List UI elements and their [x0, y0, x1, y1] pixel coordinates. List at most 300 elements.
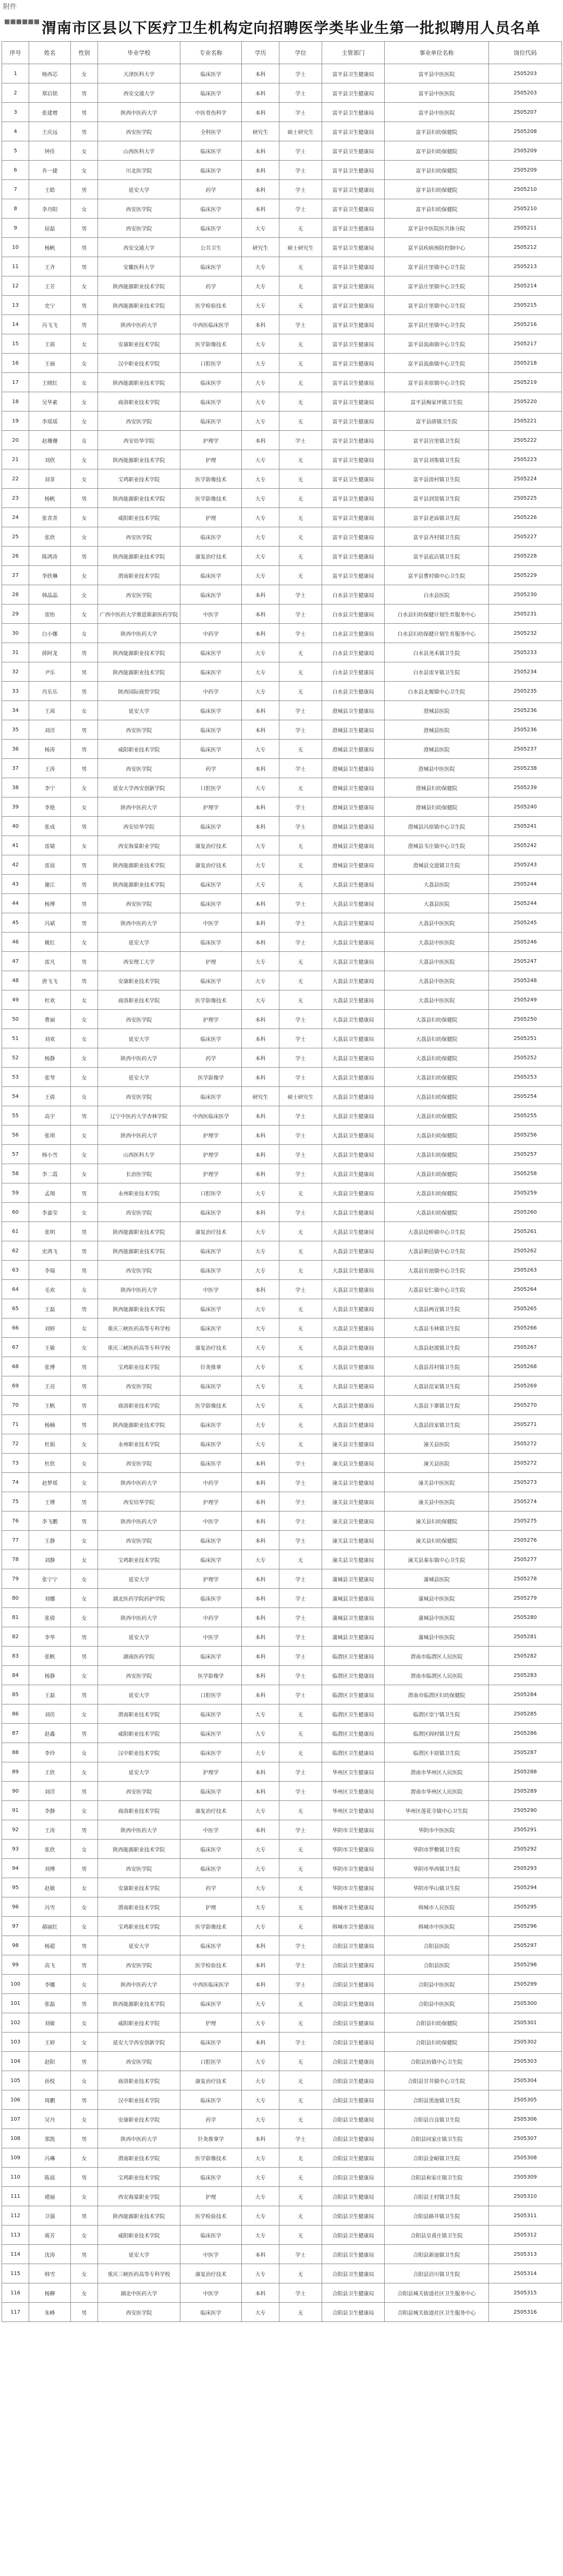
cell-name: 姚红 [29, 933, 71, 952]
cell-education: 本科 [242, 759, 279, 778]
table-row [2, 1029, 562, 1048]
cell-post-code: 2505223 [489, 450, 562, 469]
cell-gender: 女 [71, 1917, 98, 1936]
cell-unit: 大荔县中医医院 [385, 971, 489, 990]
cell-gender: 男 [71, 2052, 98, 2071]
roster-table [2, 41, 562, 2322]
cell-post-code: 2505267 [489, 1338, 562, 1357]
cell-seq: 58 [2, 1164, 29, 1183]
cell-gender: 男 [71, 1415, 98, 1434]
cell-school: 西安医学院 [98, 1782, 180, 1801]
cell-seq: 52 [2, 1048, 29, 1068]
cell-name: 王丽 [29, 354, 71, 373]
cell-gender: 女 [71, 2226, 98, 2245]
cell-post-code: 2505243 [489, 855, 562, 875]
cell-major: 康复治疗技术 [180, 1801, 242, 1820]
cell-seq: 25 [2, 527, 29, 547]
cell-education: 本科 [242, 2283, 279, 2303]
cell-education: 本科 [242, 1068, 279, 1087]
cell-school: 陕西中医药大学 [98, 797, 180, 817]
cell-degree: 学士 [279, 1048, 322, 1068]
cell-school: 咸阳职业技术学院 [98, 2013, 180, 2033]
cell-education: 大专 [242, 469, 279, 489]
cell-name: 赵阳 [29, 2052, 71, 2071]
cell-gender: 男 [71, 180, 98, 199]
cell-education: 本科 [242, 701, 279, 720]
cell-major: 临床医学 [180, 1203, 242, 1222]
cell-seq: 87 [2, 1724, 29, 1743]
cell-education: 本科 [242, 1975, 279, 1994]
cell-education: 大专 [242, 373, 279, 392]
cell-authority: 潼关县卫生健康局 [322, 1492, 385, 1511]
cell-major: 康复治疗技术 [180, 2264, 242, 2283]
table-row [2, 1666, 562, 1685]
cell-seq: 79 [2, 1569, 29, 1589]
cell-gender: 女 [71, 624, 98, 643]
cell-seq: 97 [2, 1917, 29, 1936]
cell-education: 大专 [242, 1434, 279, 1454]
cell-gender: 女 [71, 566, 98, 585]
cell-education: 大专 [242, 952, 279, 971]
cell-name: 刘菲 [29, 469, 71, 489]
cell-seq: 17 [2, 373, 29, 392]
cell-major: 临床医学 [180, 1589, 242, 1608]
cell-authority: 大荔县卫生健康局 [322, 1261, 385, 1280]
cell-education: 大专 [242, 1222, 279, 1241]
cell-gender: 女 [71, 585, 98, 604]
cell-major: 临床医学 [180, 1647, 242, 1666]
cell-education: 研究生 [242, 238, 279, 257]
cell-name: 李二霞 [29, 1164, 71, 1183]
cell-unit: 大荔县妇幼保健院 [385, 1048, 489, 1068]
cell-unit: 大荔县两宜镇卫生院 [385, 1299, 489, 1319]
cell-degree: 无 [279, 1222, 322, 1241]
cell-gender: 男 [71, 1222, 98, 1241]
cell-education: 本科 [242, 161, 279, 180]
cell-degree: 无 [279, 1897, 322, 1917]
table-row [2, 875, 562, 894]
cell-post-code: 2505236 [489, 701, 562, 720]
cell-post-code: 2505250 [489, 1010, 562, 1029]
cell-gender: 女 [71, 64, 98, 83]
cell-major: 临床医学 [180, 1299, 242, 1319]
cell-education: 大专 [242, 354, 279, 373]
cell-major: 全科医学 [180, 122, 242, 141]
cell-gender: 男 [71, 1936, 98, 1955]
cell-seq: 29 [2, 604, 29, 624]
cell-unit: 富平县美原镇中心卫生院 [385, 373, 489, 392]
table-row [2, 1222, 562, 1241]
cell-education: 本科 [242, 1511, 279, 1531]
cell-seq: 53 [2, 1068, 29, 1087]
cell-gender: 女 [71, 1975, 98, 1994]
cell-name: 杨超 [29, 1936, 71, 1955]
cell-gender: 男 [71, 894, 98, 913]
cell-degree: 学士 [279, 1936, 322, 1955]
cell-name: 陈鸿涛 [29, 547, 71, 566]
cell-degree: 无 [279, 1724, 322, 1743]
cell-seq: 4 [2, 122, 29, 141]
cell-school: 宝鸡职业技术学院 [98, 1550, 180, 1569]
cell-authority: 合阳县卫生健康局 [322, 1955, 385, 1975]
cell-gender: 男 [71, 547, 98, 566]
table-row [2, 1299, 562, 1319]
cell-authority: 白水县卫生健康局 [322, 604, 385, 624]
cell-name: 张帆 [29, 1647, 71, 1666]
table-row [2, 894, 562, 913]
cell-unit: 临渭区阎村镇卫生院 [385, 1724, 489, 1743]
cell-school: 西安医学院 [98, 122, 180, 141]
cell-major: 护理学 [180, 1492, 242, 1511]
cell-authority: 大荔县卫生健康局 [322, 894, 385, 913]
cell-major: 医学影像技术 [180, 489, 242, 508]
table-row [2, 971, 562, 990]
cell-gender: 女 [71, 412, 98, 431]
cell-degree: 无 [279, 1878, 322, 1897]
cell-education: 本科 [242, 1666, 279, 1685]
cell-gender: 女 [71, 1068, 98, 1087]
cell-name: 刘博 [29, 1859, 71, 1878]
cell-school: 陕西能源职业技术学院 [98, 489, 180, 508]
cell-school: 西安培华学院 [98, 1492, 180, 1511]
cell-degree: 无 [279, 469, 322, 489]
cell-school: 陕西中医药大学 [98, 1511, 180, 1531]
cell-authority: 富平县卫生健康局 [322, 64, 385, 83]
cell-seq: 70 [2, 1396, 29, 1415]
cell-post-code: 2505273 [489, 1473, 562, 1492]
cell-gender: 男 [71, 1396, 98, 1415]
cell-school: 辽宁中医药大学杏林学院 [98, 1106, 180, 1126]
cell-education: 本科 [242, 315, 279, 334]
cell-authority: 潼关县卫生健康局 [322, 1473, 385, 1492]
cell-school: 汉中职业技术学院 [98, 1743, 180, 1762]
cell-degree: 无 [279, 354, 322, 373]
cell-major: 医学影像技术 [180, 2148, 242, 2168]
cell-seq: 39 [2, 797, 29, 817]
cell-unit: 合阳县城关街道社区卫生服务中心 [385, 2303, 489, 2322]
cell-unit: 合阳县妇幼保健院 [385, 2013, 489, 2033]
table-row [2, 778, 562, 797]
cell-name: 刘敏 [29, 2013, 71, 2033]
table-row [2, 199, 562, 219]
table-row [2, 2206, 562, 2226]
cell-gender: 女 [71, 527, 98, 547]
cell-unit: 潼关县医院 [385, 1434, 489, 1454]
cell-post-code: 2505230 [489, 585, 562, 604]
cell-education: 大专 [242, 1319, 279, 1338]
cell-post-code: 2505289 [489, 1782, 562, 1801]
cell-seq: 111 [2, 2187, 29, 2206]
cell-degree: 无 [279, 2168, 322, 2187]
cell-name: 杜欢 [29, 990, 71, 1010]
cell-school: 西安医学院 [98, 2303, 180, 2322]
cell-education: 大专 [242, 1743, 279, 1762]
cell-gender: 男 [71, 257, 98, 276]
table-row [2, 2110, 562, 2129]
cell-name: 王涛 [29, 759, 71, 778]
cell-unit: 富平县中医院医共体分院 [385, 219, 489, 238]
cell-school: 陕西能源职业技术学院 [98, 276, 180, 296]
cell-unit: 潼关县妇幼保健院 [385, 1531, 489, 1550]
cell-gender: 男 [71, 219, 98, 238]
table-row [2, 1106, 562, 1126]
header-degree: 学位 [279, 42, 322, 64]
table-row [2, 161, 562, 180]
cell-seq: 84 [2, 1666, 29, 1685]
cell-seq: 116 [2, 2283, 29, 2303]
table-row [2, 1396, 562, 1415]
cell-unit: 富平县底店镇卫生院 [385, 547, 489, 566]
cell-unit: 合阳县和家庄镇卫生院 [385, 2168, 489, 2187]
cell-seq: 7 [2, 180, 29, 199]
cell-major: 医学影像技术 [180, 990, 242, 1010]
cell-post-code: 2505219 [489, 373, 562, 392]
cell-unit: 澄城县妇幼保健院 [385, 778, 489, 797]
table-row [2, 1820, 562, 1840]
table-row [2, 585, 562, 604]
cell-degree: 无 [279, 740, 322, 759]
cell-school: 延安大学 [98, 933, 180, 952]
cell-education: 大专 [242, 334, 279, 354]
cell-name: 毛欢 [29, 1280, 71, 1299]
cell-post-code: 2505270 [489, 1396, 562, 1415]
cell-school: 西安交通大学 [98, 83, 180, 103]
cell-education: 本科 [242, 64, 279, 83]
cell-school: 咸阳职业技术学院 [98, 1724, 180, 1743]
cell-education: 本科 [242, 1820, 279, 1840]
cell-seq: 3 [2, 103, 29, 122]
cell-seq: 31 [2, 643, 29, 662]
cell-authority: 合阳县卫生健康局 [322, 2187, 385, 2206]
cell-major: 临床医学 [180, 1241, 242, 1261]
cell-authority: 合阳县卫生健康局 [322, 2148, 385, 2168]
cell-education: 本科 [242, 604, 279, 624]
cell-unit: 大荔县段家镇卫生院 [385, 1415, 489, 1434]
cell-authority: 富平县卫生健康局 [322, 199, 385, 219]
cell-education: 本科 [242, 797, 279, 817]
cell-school: 西安医学院 [98, 412, 180, 431]
cell-school: 川北医学院 [98, 161, 180, 180]
cell-degree: 学士 [279, 64, 322, 83]
cell-education: 大专 [242, 1376, 279, 1396]
table-row [2, 2245, 562, 2264]
cell-major: 临床医学 [180, 566, 242, 585]
cell-name: 杨西芯 [29, 64, 71, 83]
cell-major: 临床医学 [180, 2168, 242, 2187]
cell-seq: 60 [2, 1203, 29, 1222]
cell-post-code: 2505211 [489, 219, 562, 238]
cell-authority: 韩城市卫生健康局 [322, 1917, 385, 1936]
cell-degree: 学士 [279, 103, 322, 122]
table-row [2, 469, 562, 489]
cell-post-code: 2505315 [489, 2283, 562, 2303]
cell-unit: 大荔县妇幼保健院 [385, 1164, 489, 1183]
cell-seq: 78 [2, 1550, 29, 1569]
cell-post-code: 2505284 [489, 1685, 562, 1704]
cell-seq: 80 [2, 1589, 29, 1608]
cell-unit: 富平县梅家坪镇卫生院 [385, 392, 489, 412]
cell-post-code: 2505290 [489, 1801, 562, 1820]
cell-authority: 合阳县卫生健康局 [322, 2303, 385, 2322]
cell-name: 冯飞飞 [29, 315, 71, 334]
cell-education: 本科 [242, 1647, 279, 1666]
cell-unit: 潼关县中医医院 [385, 1492, 489, 1511]
cell-unit: 白水县北塬镇中心卫生院 [385, 682, 489, 701]
cell-unit: 富平县妇幼保健院 [385, 199, 489, 219]
cell-education: 大专 [242, 2168, 279, 2187]
table-row [2, 1589, 562, 1608]
table-row [2, 624, 562, 643]
cell-degree: 学士 [279, 1106, 322, 1126]
table-header-row [2, 42, 562, 64]
cell-gender: 男 [71, 1261, 98, 1280]
table-row [2, 1357, 562, 1376]
cell-school: 山西医科大学 [98, 141, 180, 161]
cell-name: 王磊 [29, 1299, 71, 1319]
cell-name: 李嘉莹 [29, 1203, 71, 1222]
cell-unit: 韩城市中医医院 [385, 1917, 489, 1936]
cell-name: 刘欣 [29, 450, 71, 469]
cell-post-code: 2505297 [489, 1936, 562, 1955]
cell-school: 西安医学院 [98, 199, 180, 219]
cell-unit: 大荔县下寨镇卫生院 [385, 1396, 489, 1415]
cell-school: 西安医学院 [98, 759, 180, 778]
cell-major: 针灸推拿 [180, 1357, 242, 1376]
cell-gender: 女 [71, 1454, 98, 1473]
cell-authority: 潼关县卫生健康局 [322, 1531, 385, 1550]
cell-education: 本科 [242, 1126, 279, 1145]
cell-post-code: 2505298 [489, 1955, 562, 1975]
cell-degree: 无 [279, 682, 322, 701]
cell-gender: 男 [71, 296, 98, 315]
cell-name: 史宁 [29, 296, 71, 315]
cell-seq: 36 [2, 740, 29, 759]
cell-gender: 女 [71, 2110, 98, 2129]
cell-school: 陕西能源职业技术学院 [98, 643, 180, 662]
cell-gender: 男 [71, 315, 98, 334]
cell-school: 延安大学 [98, 1068, 180, 1087]
cell-name: 白小娜 [29, 624, 71, 643]
table-row [2, 1994, 562, 2013]
cell-authority: 富平县卫生健康局 [322, 469, 385, 489]
cell-degree: 无 [279, 2052, 322, 2071]
cell-authority: 白水县卫生健康局 [322, 682, 385, 701]
cell-education: 本科 [242, 103, 279, 122]
cell-seq: 73 [2, 1454, 29, 1473]
cell-gender: 男 [71, 971, 98, 990]
cell-school: 陕西中医药大学 [98, 1975, 180, 1994]
cell-authority: 富平县卫生健康局 [322, 508, 385, 527]
cell-gender: 女 [71, 1048, 98, 1068]
cell-degree: 无 [279, 2303, 322, 2322]
cell-seq: 1 [2, 64, 29, 83]
cell-school: 陕西中医药大学 [98, 1608, 180, 1627]
cell-authority: 大荔县卫生健康局 [322, 1338, 385, 1357]
cell-education: 本科 [242, 1106, 279, 1126]
cell-post-code: 2505203 [489, 64, 562, 83]
cell-name: 乔一捷 [29, 161, 71, 180]
cell-seq: 95 [2, 1878, 29, 1897]
cell-authority: 富平县卫生健康局 [322, 315, 385, 334]
cell-major: 临床医学 [180, 2033, 242, 2052]
cell-post-code: 2505281 [489, 1627, 562, 1647]
cell-education: 本科 [242, 1608, 279, 1627]
cell-unit: 富平县妇幼保健院 [385, 161, 489, 180]
cell-unit: 富平县流曲镇中心卫生院 [385, 354, 489, 373]
cell-education: 大专 [242, 392, 279, 412]
cell-school: 延安大学 [98, 1685, 180, 1704]
cell-authority: 富平县卫生健康局 [322, 489, 385, 508]
cell-seq: 106 [2, 2090, 29, 2110]
cell-major: 中医学 [180, 913, 242, 933]
cell-degree: 无 [279, 489, 322, 508]
cell-post-code: 2505286 [489, 1724, 562, 1743]
cell-education: 本科 [242, 624, 279, 643]
cell-school: 西安海棠职业学院 [98, 2187, 180, 2206]
cell-unit: 渭南市临渭区妇幼保健院 [385, 1685, 489, 1704]
cell-unit: 澄城县交道镇卫生院 [385, 855, 489, 875]
cell-name: 雷凡 [29, 952, 71, 971]
cell-seq: 2 [2, 83, 29, 103]
cell-school: 陕西中医药大学 [98, 1048, 180, 1068]
table-row [2, 1955, 562, 1975]
table-row [2, 1261, 562, 1280]
cell-post-code: 2505259 [489, 1183, 562, 1203]
cell-major: 药学 [180, 1878, 242, 1897]
cell-name: 卫强 [29, 2206, 71, 2226]
cell-school: 宝鸡职业技术学院 [98, 1357, 180, 1376]
cell-seq: 69 [2, 1376, 29, 1396]
cell-school: 延安大学西安创新学院 [98, 2033, 180, 2052]
cell-seq: 51 [2, 1029, 29, 1048]
cell-seq: 18 [2, 392, 29, 412]
cell-seq: 76 [2, 1511, 29, 1531]
table-row [2, 1743, 562, 1762]
table-row [2, 1415, 562, 1434]
cell-unit: 大荔县赵渡镇卫生院 [385, 1338, 489, 1357]
cell-post-code: 2505266 [489, 1319, 562, 1338]
cell-authority: 富平县卫生健康局 [322, 180, 385, 199]
table-row [2, 1859, 562, 1878]
cell-major: 临床医学 [180, 1724, 242, 1743]
cell-school: 陕西中医药大学 [98, 2129, 180, 2148]
cell-post-code: 2505282 [489, 1647, 562, 1666]
table-row [2, 2071, 562, 2090]
cell-post-code: 2505210 [489, 180, 562, 199]
cell-post-code: 2505296 [489, 1917, 562, 1936]
cell-post-code: 2505256 [489, 1126, 562, 1145]
cell-post-code: 2505303 [489, 2052, 562, 2071]
cell-post-code: 2505301 [489, 2013, 562, 2033]
cell-post-code: 2505248 [489, 971, 562, 990]
cell-major: 医学检验技术 [180, 2206, 242, 2226]
cell-unit: 合阳县新池镇卫生院 [385, 2245, 489, 2264]
cell-seq: 13 [2, 296, 29, 315]
cell-school: 西安医学院 [98, 1666, 180, 1685]
cell-seq: 64 [2, 1280, 29, 1299]
cell-degree: 无 [279, 2071, 322, 2090]
table-row [2, 1897, 562, 1917]
cell-major: 中医学 [180, 1511, 242, 1531]
cell-school: 安康职业技术学院 [98, 1878, 180, 1897]
cell-unit: 韩城市人民医院 [385, 1897, 489, 1917]
cell-degree: 学士 [279, 1511, 322, 1531]
cell-post-code: 2505277 [489, 1550, 562, 1569]
cell-unit: 大荔县中医医院 [385, 913, 489, 933]
cell-gender: 男 [71, 122, 98, 141]
cell-post-code: 2505232 [489, 624, 562, 643]
cell-authority: 临渭区卫生健康局 [322, 1647, 385, 1666]
